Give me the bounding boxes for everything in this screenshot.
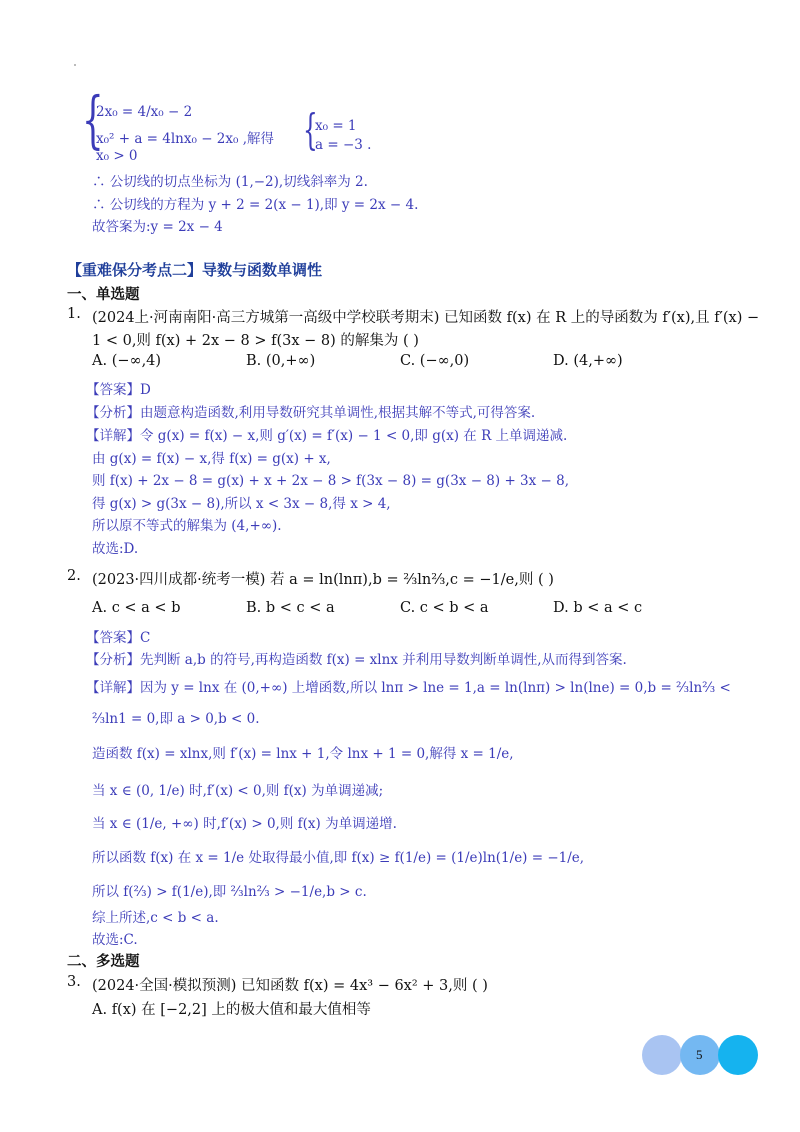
tangent-point-line: ∴ 公切线的切点坐标为 (1,−2),切线斜率为 2. xyxy=(92,174,368,190)
right-brace: { xyxy=(303,105,318,154)
q1-answer: 【答案】D xyxy=(86,382,151,398)
page-circle-right xyxy=(718,1035,758,1075)
q3-option-a: A. f(x) 在 [−2,2] 上的极大值和最大值相等 xyxy=(92,1002,371,1018)
heading-multi-choice: 二、多选题 xyxy=(67,954,140,970)
q1-detail-2: 由 g(x) = f(x) − x,得 f(x) = g(x) + x, xyxy=(92,451,331,467)
q2-detail-9: 故选:C. xyxy=(92,932,138,948)
q1-option-d: D. (4,+∞) xyxy=(553,353,623,369)
q1-analysis: 【分析】由题意构造函数,利用导数研究其单调性,根据其解不等式,可得答案. xyxy=(86,405,536,421)
q1-detail-3: 则 f(x) + 2x − 8 = g(x) + x + 2x − 8 > f(3x − 8) = g(3x − 8) + 3x − 8, xyxy=(92,473,570,489)
q2-option-a: A. c < a < b xyxy=(92,600,181,616)
q2-stem: (2023·四川成都·统考一模) 若 a = ln(lnπ),b = ⅔ln⅔,c = −1/e,则 ( ) xyxy=(92,572,554,588)
q2-detail-3: 造函数 f(x) = xlnx,则 f′(x) = lnx + 1,令 lnx + 1 = 0,解得 x = 1/e, xyxy=(92,746,514,762)
q1-detail-6: 故选:D. xyxy=(92,541,139,557)
q1-option-c: C. (−∞,0) xyxy=(400,353,470,369)
solution-line-1: x₀ = 1 xyxy=(315,118,357,134)
q1-detail-5: 所以原不等式的解集为 (4,+∞). xyxy=(92,518,282,534)
section-title: 【重难保分考点二】导数与函数单调性 xyxy=(67,261,323,279)
q2-detail-5: 当 x ∈ (1/e, +∞) 时,f′(x) > 0,则 f(x) 为单调递增. xyxy=(92,816,397,832)
system-line-2: x₀² + a = 4lnx₀ − 2x₀ ,解得 xyxy=(96,131,274,147)
q1-number: 1. xyxy=(67,306,81,322)
left-brace: { xyxy=(82,83,104,156)
system-line-3: x₀ > 0 xyxy=(96,148,138,164)
q2-option-b: B. b < c < a xyxy=(246,600,335,616)
tangent-equation-line: ∴ 公切线的方程为 y + 2 = 2(x − 1),即 y = 2x − 4. xyxy=(92,197,419,213)
q2-detail-4: 当 x ∈ (0, 1/e) 时,f′(x) < 0,则 f(x) 为单调递减; xyxy=(92,783,384,799)
page-number: 5 xyxy=(696,1047,703,1062)
heading-single-choice: 一、单选题 xyxy=(67,287,140,303)
q2-answer: 【答案】C xyxy=(86,630,151,646)
final-answer-line: 故答案为:y = 2x − 4 xyxy=(92,219,223,235)
q3-number: 3. xyxy=(67,974,81,990)
q2-number: 2. xyxy=(67,568,81,584)
q1-option-b: B. (0,+∞) xyxy=(246,353,316,369)
decorative-dot xyxy=(74,64,76,66)
q3-stem: (2024·全国·模拟预测) 已知函数 f(x) = 4x³ − 6x² + 3,则 ( ) xyxy=(92,978,488,994)
q1-detail-1: 【详解】令 g(x) = f(x) − x,则 g′(x) = f′(x) − 1 < 0,即 g(x) 在 R 上单调递减. xyxy=(86,428,568,444)
q2-detail-2: ⅔ln1 = 0,即 a > 0,b < 0. xyxy=(92,711,260,727)
q2-option-c: C. c < b < a xyxy=(400,600,489,616)
q1-stem-line-1: (2024上·河南南阳·高三方城第一高级中学校联考期末) 已知函数 f(x) 在 R 上的导函数为 f′(x),且 f′(x) − xyxy=(92,310,760,326)
q2-detail-8: 综上所述,c < b < a. xyxy=(92,910,219,926)
q2-detail-1: 【详解】因为 y = lnx 在 (0,+∞) 上增函数,所以 lnπ > lne = 1,a = ln(lnπ) > ln(lne) = 0,b = ⅔ln⅔ < xyxy=(86,680,731,696)
solution-line-2: a = −3 . xyxy=(315,137,372,153)
q2-option-d: D. b < a < c xyxy=(553,600,643,616)
system-line-1: 2x₀ = 4/x₀ − 2 xyxy=(96,104,193,120)
page-circle-left xyxy=(642,1035,682,1075)
q2-detail-7: 所以 f(⅔) > f(1/e),即 ⅔ln⅔ > −1/e,b > c. xyxy=(92,884,367,900)
q1-detail-4: 得 g(x) > g(3x − 8),所以 x < 3x − 8,得 x > 4, xyxy=(92,496,391,512)
q1-stem-line-2: 1 < 0,则 f(x) + 2x − 8 > f(3x − 8) 的解集为 ( ) xyxy=(92,333,419,349)
q1-option-a: A. (−∞,4) xyxy=(92,353,162,369)
q2-detail-6: 所以函数 f(x) 在 x = 1/e 处取得最小值,即 f(x) ≥ f(1/e) = (1/e)ln(1/e) = −1/e, xyxy=(92,850,585,866)
q2-analysis: 【分析】先判断 a,b 的符号,再构造函数 f(x) = xlnx 并利用导数判断单调性,从而得到答案. xyxy=(86,652,627,668)
